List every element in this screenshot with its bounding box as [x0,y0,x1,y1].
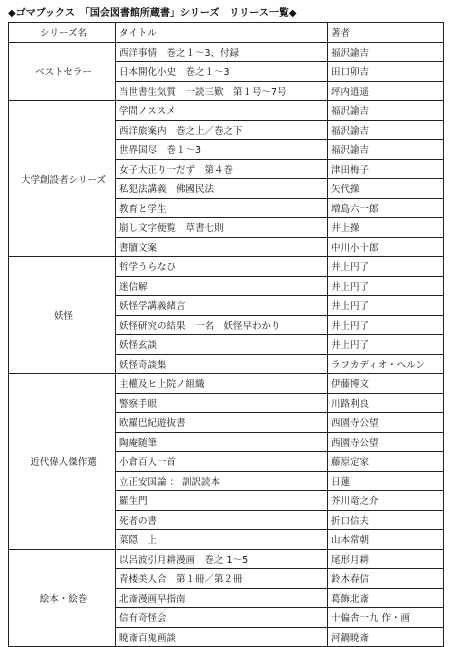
document-title: ◆ゴマブックス 「国会図書館所蔵書」シリーズ リリース一覧◆ [8,8,297,19]
title-cell: 妖怪学講義緒言 [116,296,328,316]
title-cell: 妖怪玄談 [116,335,328,355]
author-cell: 折口信夫 [328,510,444,530]
title-cell: 教育と学生 [116,198,328,218]
table-row [9,42,444,62]
title-cell: 立正安国論 ： 訓訳読本 [116,471,328,491]
title-cell: 北斎漫画早指南 [116,588,328,608]
author-cell: 山本常朝 [328,530,444,550]
series-name-cell: 近代偉人傑作選 [9,374,116,550]
table-row [9,101,444,121]
author-cell: 津田梅子 [328,159,444,179]
table-body [9,42,444,647]
author-cell: 井上円了 [328,276,444,296]
author-cell: 福沢諭吉 [328,101,444,121]
title-cell: 死者の書 [116,510,328,530]
series-name-cell: ベストセラー [9,42,116,101]
series-name-cell: 大学創設者シリーズ [9,101,116,257]
author-cell: 矢代操 [328,179,444,199]
title-cell: 私犯法講義 佛國民法 [116,179,328,199]
table-row [9,549,444,569]
title-cell: 青楼美人合 第１冊／第２冊 [116,569,328,589]
title-cell: 暁斎百鬼画談 [116,627,328,647]
author-cell: 福沢諭吉 [328,120,444,140]
title-cell: 陶庵随筆 [116,432,328,452]
title-cell: 菜隠 上 [116,530,328,550]
header-series: シリーズ名 [9,23,116,43]
author-cell: ラフカディオ・ヘルン [328,354,444,374]
table-header-row [9,23,444,43]
title-cell: 妖怪奇談集 [116,354,328,374]
author-cell: 井上操 [328,218,444,238]
series-name-cell: 妖怪 [9,257,116,374]
title-cell: 妖怪研究の結果 一名 妖怪早わかり [116,315,328,335]
author-cell: 藤原定家 [328,452,444,472]
title-cell: 当世書生気質 一読三歎 第１号～7号 [116,81,328,101]
series-name-cell: 絵本・絵巻 [9,549,116,647]
author-cell: 西園寺公望 [328,413,444,433]
author-cell: 田口卯吉 [328,62,444,82]
table-row [9,257,444,277]
title-cell: 崩し文字便覧 草書七則 [116,218,328,238]
title-cell: 日本開化小史 巻之１～3 [116,62,328,82]
title-cell: 以呂波引月耕漫画 巻之 1～5 [116,549,328,569]
author-cell: 井上円了 [328,257,444,277]
title-cell: 主權及ヒ上院ノ組織 [116,374,328,394]
author-cell: 葛飾北斎 [328,588,444,608]
title-cell: 警察手眼 [116,393,328,413]
title-cell: 女子大正り一だず 第４巻 [116,159,328,179]
author-cell: 十偏舎一九 作・画 [328,608,444,628]
table-row [9,374,444,394]
author-cell: 鈴木春信 [328,569,444,589]
author-cell: 福沢諭吉 [328,42,444,62]
author-cell: 坪内逍遥 [328,81,444,101]
author-cell: 西園寺公望 [328,432,444,452]
header-title: タイトル [116,23,328,43]
author-cell: 伊藤博文 [328,374,444,394]
author-cell: 芥川竜之介 [328,491,444,511]
author-cell: 日蓮 [328,471,444,491]
title-cell: 西洋旅案内 巻之上／巻之下 [116,120,328,140]
header-author: 著者 [328,23,444,43]
author-cell: 尾形月耕 [328,549,444,569]
title-cell: 欧羅巴紀遊抜書 [116,413,328,433]
title-cell: 迷信解 [116,276,328,296]
title-cell: 哲学うらなひ [116,257,328,277]
title-cell: 羅生門 [116,491,328,511]
author-cell: 井上円了 [328,296,444,316]
title-cell: 書牘文案 [116,237,328,257]
title-cell: 世界国尽 巻１～3 [116,140,328,160]
author-cell: 中川小十郎 [328,237,444,257]
release-table [8,22,444,647]
title-cell: 信有奇怪会 [116,608,328,628]
title-cell: 小倉百人一首 [116,452,328,472]
author-cell: 川路利良 [328,393,444,413]
title-cell: 学問ノススメ [116,101,328,121]
author-cell: 河鍋暁斎 [328,627,444,647]
author-cell: 増島六一郎 [328,198,444,218]
author-cell: 福沢諭吉 [328,140,444,160]
author-cell: 井上円了 [328,315,444,335]
title-cell: 西洋事情 巻之１～3、付録 [116,42,328,62]
author-cell: 井上円了 [328,335,444,355]
